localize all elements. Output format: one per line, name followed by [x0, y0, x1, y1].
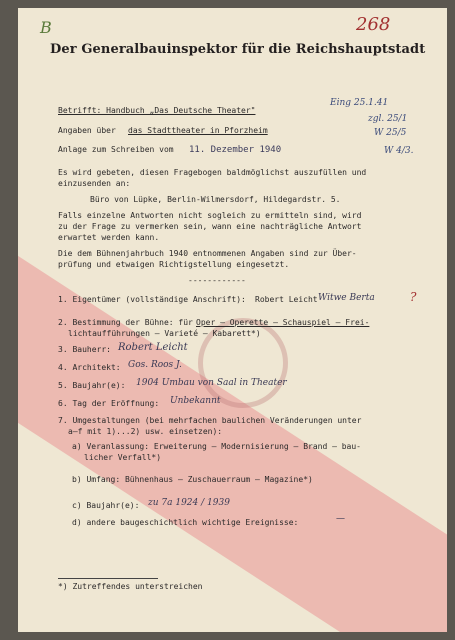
document-page — [18, 8, 447, 632]
paragraph-line: zu der Frage zu vermerken sein, wann eine nachträgliche Antwort — [58, 222, 362, 231]
margin-note: Eing 25.1.41 — [330, 98, 389, 108]
q3-label: 3. Bauherr: — [58, 345, 111, 354]
angaben-prefix: Angaben über — [58, 126, 116, 135]
footnote: *) Zutreffendes unterstreichen — [58, 582, 203, 591]
corner-mark: B — [40, 18, 52, 37]
q7-label: 7. Umgestaltungen (bei mehrfachen baulichen Veränderungen unter — [58, 416, 362, 425]
q7a-cont: licher Verfall*) — [84, 453, 162, 462]
paragraph-line: erwartet werden kann. — [58, 233, 160, 242]
q6-label: 6. Tag der Eröffnung: — [58, 399, 160, 408]
separator: ------------ — [188, 276, 246, 285]
q1-handwriting: Witwe Berta — [318, 293, 375, 303]
margin-note: zgl. 25/1 — [368, 114, 408, 124]
q7a: a) Veranlassung: Erweiterung — Modernisierung — Brand — bau- — [72, 442, 361, 451]
q1-typed: Robert Leicht — [255, 295, 318, 304]
address-line: Büro von Lüpke, Berlin-Wilmersdorf, Hildegardstr. 5. — [90, 195, 341, 204]
q7c-label: c) Baujahr(e): — [72, 501, 140, 510]
footnote-rule — [58, 578, 158, 579]
betrifft-line: Betrifft: Handbuch „Das Deutsche Theater" — [58, 106, 256, 115]
q2-line2: lichtaufführungen — Varieté — Kabarett*) — [68, 329, 261, 338]
margin-note: W 4/3. — [384, 146, 414, 156]
paragraph-line: Falls einzelne Antworten nicht sogleich zu ermitteln sind, wird — [58, 211, 362, 220]
q2-options: Oper — Operette — Schauspiel — Frei- — [196, 318, 370, 327]
q4-label: 4. Architekt: — [58, 363, 121, 372]
angaben-value: das Stadttheater in Pforzheim — [128, 126, 268, 135]
q5-handwriting: 1904 Umbau von Saal in Theater — [136, 378, 287, 388]
anlage-value: 11. Dezember 1940 — [189, 145, 282, 155]
anlage-prefix: Anlage zum Schreiben vom — [58, 145, 174, 154]
q7-label-cont: a—f mit 1)...2) usw. einsetzen): — [68, 427, 223, 436]
q7d-handwriting: — — [336, 514, 345, 524]
q6-handwriting: Unbekannt — [170, 396, 221, 406]
q1-mark: ? — [410, 290, 417, 304]
letterhead-title: Der Generalbauinspektor für die Reichshauptstadt — [50, 42, 426, 57]
paragraph-line: prüfung und etwaigen Richtigstellung eingesetzt. — [58, 260, 290, 269]
page-number: 268 — [356, 14, 391, 35]
q1-label: 1. Eigentümer (vollständige Anschrift): — [58, 295, 246, 304]
q7b: b) Umfang: Bühnenhaus — Zuschauerraum — Magazine*) — [72, 475, 313, 484]
q4-handwriting: Gos. Roos J. — [128, 360, 182, 370]
paragraph-line: Die dem Bühnenjahrbuch 1940 entnommenen Angaben sind zur Über- — [58, 249, 357, 258]
request-text: einzusenden an: — [58, 179, 131, 188]
q2-label: 2. Bestimmung der Bühne: für — [58, 318, 193, 327]
request-text: Es wird gebeten, diesen Fragebogen baldmöglichst auszufüllen und — [58, 168, 367, 177]
q7d-label: d) andere baugeschichtlich wichtige Ereignisse: — [72, 518, 299, 527]
q5-label: 5. Baujahr(e): — [58, 381, 126, 390]
q7c-handwriting: zu 7a 1924 / 1939 — [148, 498, 230, 508]
margin-note: W 25/5 — [374, 128, 407, 138]
q3-handwriting: Robert Leicht — [118, 342, 188, 353]
